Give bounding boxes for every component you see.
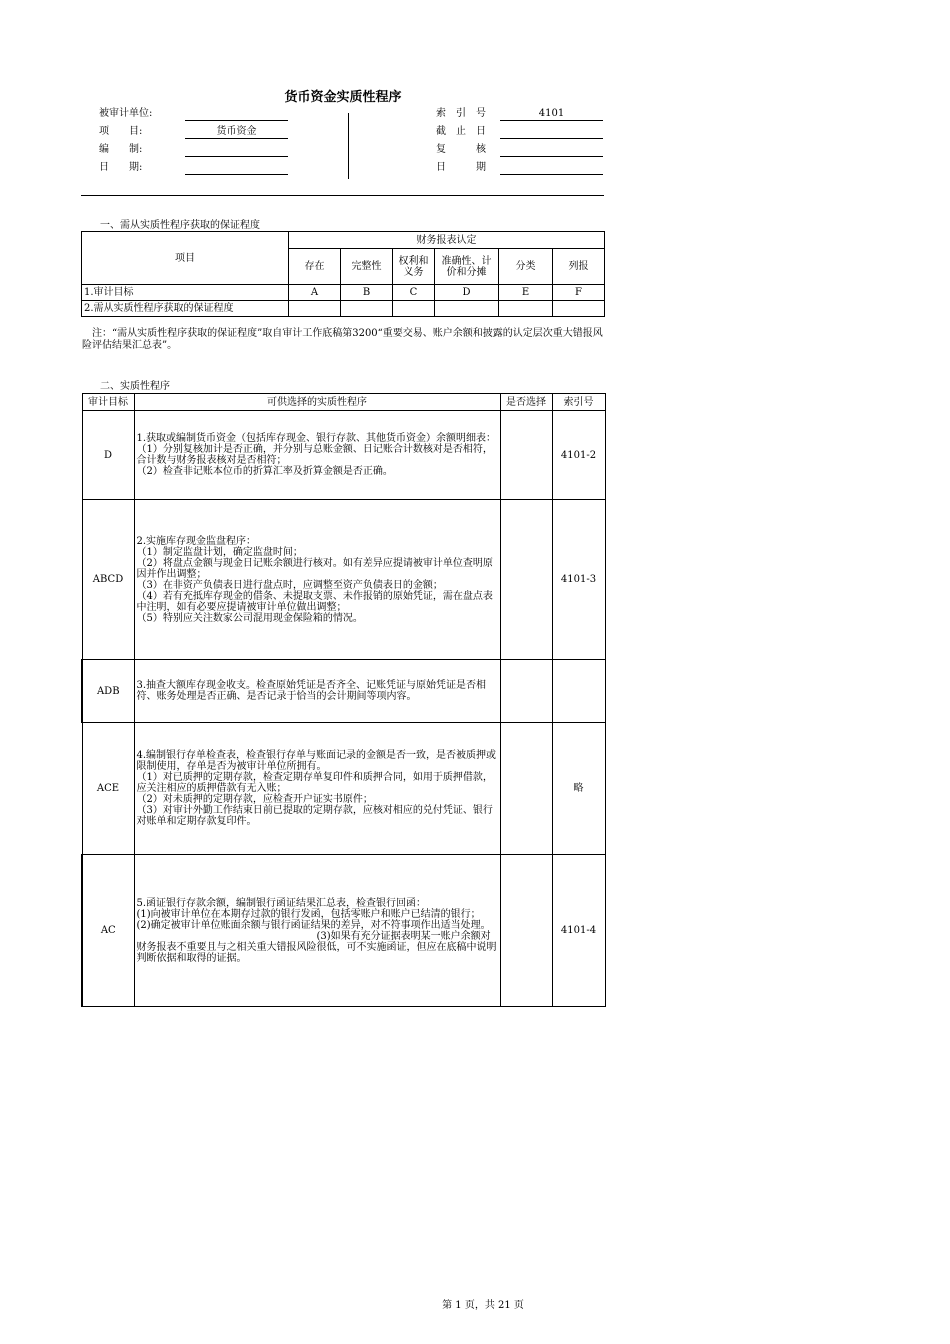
date1-label: 日 期: xyxy=(99,162,143,173)
row-label: 2.需从实质性程序获取的保证程度 xyxy=(82,301,289,317)
col-index-header: 索引号 xyxy=(552,394,605,411)
date2-label: 日 期 xyxy=(436,162,486,173)
assertion-header: 权利和义务 xyxy=(393,249,435,285)
header-divider xyxy=(348,113,349,179)
index-cell: 4101-2 xyxy=(552,411,605,500)
preparer-label: 编 制: xyxy=(99,144,143,155)
review-field xyxy=(500,144,603,157)
selected-cell[interactable] xyxy=(500,500,552,660)
selected-cell[interactable] xyxy=(500,723,552,855)
selected-cell[interactable] xyxy=(500,411,552,500)
table-cell: C xyxy=(393,285,435,301)
table-cell: A xyxy=(289,285,341,301)
index-cell: 4101-3 xyxy=(552,500,605,660)
auditee-label: 被审计单位: xyxy=(99,108,153,119)
table-cell: F xyxy=(553,285,605,301)
objective-cell: AC xyxy=(82,855,134,1007)
section1-heading: 一、需从实质性程序获取的保证程度 xyxy=(100,220,260,231)
date2-field xyxy=(500,162,603,175)
table-cell[interactable] xyxy=(341,301,393,317)
index-field: 4101 xyxy=(500,108,603,121)
assertion-header: 准确性、计价和分摊 xyxy=(435,249,499,285)
selected-cell[interactable] xyxy=(500,855,552,1007)
table-cell[interactable] xyxy=(499,301,553,317)
date1-field xyxy=(185,162,288,175)
assertion-header: 存在 xyxy=(289,249,341,285)
review-label: 复 核 xyxy=(436,144,486,155)
table-cell[interactable] xyxy=(289,301,341,317)
assurance-table xyxy=(81,231,605,317)
procedures-table xyxy=(81,393,606,1007)
row-label: 1.审计目标 xyxy=(82,285,289,301)
table-cell: D xyxy=(435,285,499,301)
index-cell: 略 xyxy=(552,723,605,855)
auditee-field xyxy=(185,108,288,121)
page-footer: 第 1 页，共 21 页 xyxy=(442,1300,524,1311)
procedure-cell: 5.函证银行存款余额，编制银行函证结果汇总表，检查银行回函： (1)向被审计单位在本期存过款的银行发函，包括零账户和账户已结清的银行； (2)确定被审计单位账面余额与银行函证结果的差异，对不符事项作出适当处理。 (3)如果有充分证据表明某一账户余额对财务报表不重要且与之相关重大错报风险很低，可不实施函证，但应在底稿中说明判断依据和取得的证据。 xyxy=(134,855,500,1007)
table-cell[interactable] xyxy=(553,301,605,317)
selected-cell[interactable] xyxy=(500,660,552,723)
assertion-header: 完整性 xyxy=(341,249,393,285)
assertion-header: 分类 xyxy=(499,249,553,285)
cutoff-field xyxy=(500,126,603,139)
table-cell[interactable] xyxy=(393,301,435,317)
item-field: 货币资金 xyxy=(185,126,288,139)
col-selected-header: 是否选择 xyxy=(500,394,552,411)
table-cell[interactable] xyxy=(435,301,499,317)
index-label: 索 引 号 xyxy=(436,108,486,119)
table-cell: B xyxy=(341,285,393,301)
objective-cell: D xyxy=(82,411,134,500)
procedure-cell: 4.编制银行存单检查表，检查银行存单与账面记录的金额是否一致，是否被质押或限制使用，存单是否为被审计单位所拥有。 （1）对已质押的定期存款，检查定期存单复印件和质押合同，如用于质押借款，应关注相应的质押借款有无入账； （2）对未质押的定期存款，应检查开户证实书原件； （3）对审计外勤工作结束日前已提取的定期存款，应核对相应的兑付凭证、银行对账单和定期存款复印件。 xyxy=(134,723,500,855)
index-cell: 4101-4 xyxy=(552,855,605,1007)
index-cell xyxy=(552,660,605,723)
page-title: 货币资金实质性程序 xyxy=(284,90,402,105)
col-procedure-header: 可供选择的实质性程序 xyxy=(134,394,500,411)
procedure-cell: 3.抽查大额库存现金收支。检查原始凭证是否齐全、记账凭证与原始凭证是否相符、账务处理是否正确、是否记录于恰当的会计期间等项内容。 xyxy=(134,660,500,723)
cutoff-label: 截 止 日 xyxy=(436,126,486,137)
col-item-header: 项目 xyxy=(82,232,289,285)
objective-cell: ACE xyxy=(82,723,134,855)
procedure-cell: 2.实施库存现金监盘程序： （1）制定监盘计划，确定监盘时间； （2）将盘点金额与现金日记账余额进行核对。如有差异应提请被审计单位查明原因并作出调整； （3）在非资产负债表日进行盘点时，应调整至资产负债表日的金额； （4）若有充抵库存现金的借条、未提取支票、未作报销的原始凭证，需在盘点表中注明，如有必要应提请被审计单位做出调整； （5）特别应关注数家公司混用现金保险箱的情况。 xyxy=(134,500,500,660)
procedure-cell: 1.获取或编制货币资金（包括库存现金、银行存款、其他货币资金）余额明细表： （1）分别复核加计是否正确，并分别与总账金额、日记账合计数核对是否相符，合计数与财务报表核对是否相符； （2）检查非记账本位币的折算汇率及折算金额是否正确。 xyxy=(134,411,500,500)
objective-cell: ABCD xyxy=(82,500,134,660)
col-objective-header: 审计目标 xyxy=(82,394,134,411)
assertion-header: 列报 xyxy=(553,249,605,285)
header-rule xyxy=(81,195,604,196)
objective-cell: ADB xyxy=(82,660,134,723)
item-label: 项 目: xyxy=(99,126,143,137)
section2-heading: 二、实质性程序 xyxy=(100,381,170,392)
table-cell: E xyxy=(499,285,553,301)
note-text: 注：“需从实质性程序获取的保证程度”取自审计工作底稿第3200“重要交易、账户余额和披露的认定层次重大错报风险评估结果汇总表”。 xyxy=(82,328,603,351)
assertions-group-header: 财务报表认定 xyxy=(289,232,605,249)
preparer-field xyxy=(185,144,288,157)
